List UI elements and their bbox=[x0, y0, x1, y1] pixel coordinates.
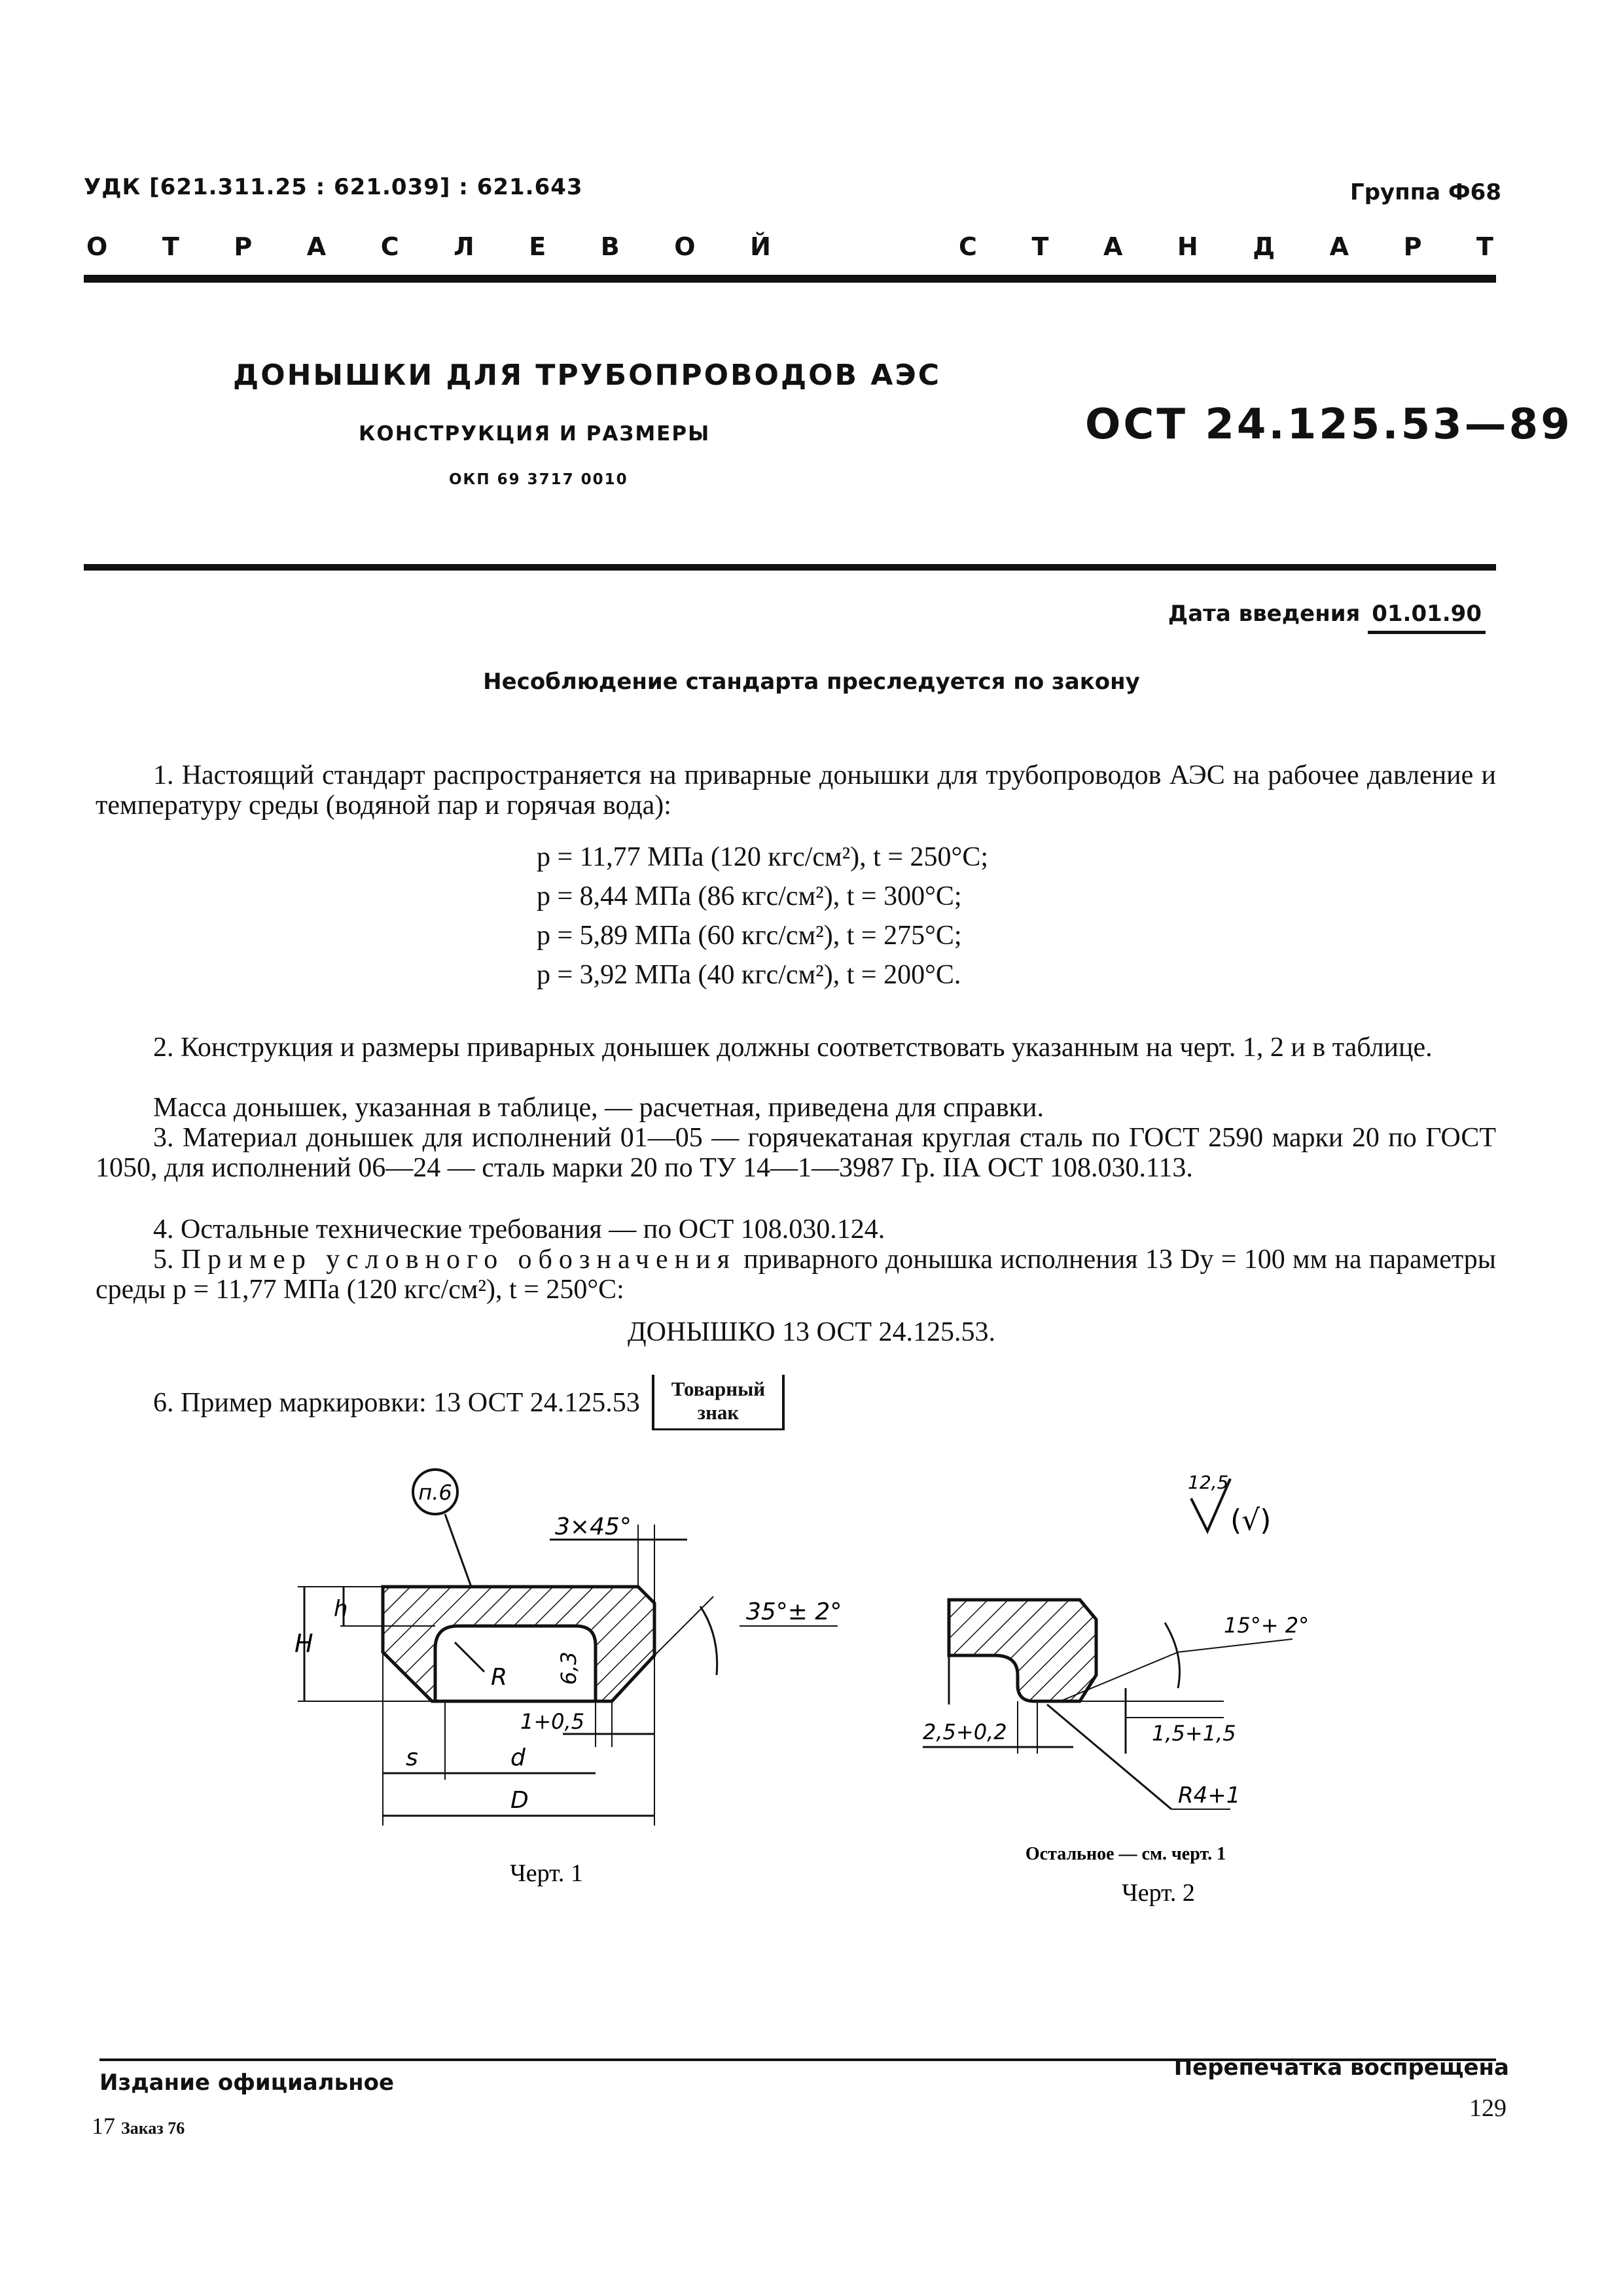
formula-line: p = 3,92 МПа (40 кгс/см²), t = 200°С. bbox=[537, 960, 961, 990]
roughness-value: 12,5 bbox=[1188, 1472, 1229, 1493]
angle-arc bbox=[1165, 1623, 1180, 1688]
paragraph-3: 3. Материал донышек для исполнений 01—05 — горячекатаная круглая сталь по ГОСТ 2590 марки 20 по ГОСТ 1050, для исполнений 06—24 — сталь марки 20 по ТУ 14—1—3987 Гр. IIА ОСТ 108.030.113. bbox=[96, 1123, 1496, 1183]
banner-letter: Т bbox=[162, 232, 179, 261]
banner-letter: А bbox=[1329, 232, 1349, 261]
paragraph-5-rest: приварного донышка исполнения 13 Dу = 100 мм на параметры среды p = 11,77 МПа (120 кгс/см²), t = 250°С: bbox=[96, 1245, 1496, 1305]
dim-15-label: 1,5+1,5 bbox=[1152, 1721, 1236, 1746]
top-rule bbox=[84, 275, 1496, 283]
banner-letter: Н bbox=[1177, 232, 1198, 261]
banner-letter: Л bbox=[454, 232, 474, 261]
dim-25-label: 2,5+0,2 bbox=[923, 1720, 1007, 1744]
chamfer-label: 3×45° bbox=[555, 1513, 632, 1540]
banner-letter: Р bbox=[1403, 232, 1422, 261]
banner-letter: Т bbox=[1476, 232, 1493, 261]
paragraph-4: 4. Остальные технические требования — по ОСТ 108.030.124. bbox=[153, 1214, 885, 1245]
drawing-1-caption: Черт. 1 bbox=[510, 1860, 583, 1887]
trademark-box bbox=[652, 1375, 785, 1430]
order-number: 17 bbox=[92, 2113, 115, 2139]
drawing-2-note: Остальное — см. черт. 1 bbox=[1025, 1844, 1226, 1864]
drawing-2 bbox=[923, 1472, 1309, 1907]
angle-leader bbox=[1178, 1639, 1293, 1652]
dim-s-label: s bbox=[406, 1744, 418, 1771]
udk-code: УДК [621.311.25 : 621.039] : 621.643 bbox=[84, 174, 583, 200]
drawing-1 bbox=[294, 1470, 842, 1887]
paragraph-2b: Масса донышек, указанная в таблице, — расчетная, приведена для справки. bbox=[153, 1093, 1044, 1123]
callout-leader bbox=[445, 1514, 471, 1587]
paragraph-1: 1. Настоящий стандарт распространяется на приварные донышки для трубопроводов АЭС на рабочее давление и температуру среды (водяной пар и горячая вода): bbox=[96, 760, 1496, 821]
formula-line: p = 11,77 МПа (120 кгс/см²), t = 250°С; bbox=[537, 842, 989, 872]
banner-letter: Р bbox=[234, 232, 253, 261]
standard-designation: ОСТ 24.125.53—89 bbox=[1085, 400, 1573, 449]
paragraph-5-spaced: Пример условного обозначения bbox=[181, 1245, 736, 1275]
angle-label: 15°+ 2° bbox=[1224, 1613, 1310, 1638]
banner-letter: С bbox=[959, 232, 977, 261]
dim-tol-label: 1+0,5 bbox=[520, 1709, 585, 1734]
example-designation: ДОНЫШКО 13 ОСТ 24.125.53. bbox=[627, 1317, 996, 1347]
angle-label: 35°± 2° bbox=[746, 1598, 842, 1625]
banner-letter: А bbox=[306, 232, 327, 261]
banner-letter: Т bbox=[1031, 232, 1049, 261]
angle-arc bbox=[700, 1606, 717, 1675]
marking-example-text: 6. Пример маркировки: 13 ОСТ 24.125.53 bbox=[153, 1387, 640, 1418]
intro-date bbox=[1168, 601, 1486, 627]
dim-D-label: D bbox=[510, 1787, 529, 1814]
formula-line: p = 5,89 МПа (60 кгс/см²), t = 275°С; bbox=[537, 921, 962, 951]
radius-leader bbox=[1047, 1704, 1171, 1809]
banner-letter: С bbox=[380, 232, 399, 261]
roughness-rest: (√) bbox=[1230, 1504, 1272, 1537]
dim-h-label: h bbox=[334, 1596, 348, 1622]
radius-label: R bbox=[491, 1664, 508, 1691]
document-title: ДОНЫШКИ ДЛЯ ТРУБОПРОВОДОВ АЭС bbox=[233, 359, 942, 392]
formula-list bbox=[537, 838, 988, 995]
radius-label: R4+1 bbox=[1178, 1782, 1241, 1809]
marking-example bbox=[153, 1375, 785, 1430]
order-label: Заказ 76 bbox=[121, 2119, 185, 2138]
technical-drawings bbox=[0, 1426, 1623, 1924]
group-code: Группа Ф68 bbox=[1350, 179, 1501, 205]
angle-ext bbox=[654, 1597, 713, 1655]
okp-code: ОКП 69 3717 0010 bbox=[449, 471, 628, 488]
trademark-line-2: знак bbox=[697, 1401, 740, 1424]
intro-date-value: 01.01.90 bbox=[1368, 601, 1486, 634]
callout-label: п.6 bbox=[418, 1480, 452, 1505]
paragraph-2: 2. Конструкция и размеры приварных донышек должны соответствовать указанным на черт. 1, 2 и в таблице. bbox=[153, 1033, 1433, 1063]
banner-letter: О bbox=[86, 232, 108, 261]
banner-letter: Д bbox=[1253, 232, 1275, 261]
law-notice: Несоблюдение стандарта преследуется по закону bbox=[483, 669, 1140, 695]
banner-letter: А bbox=[1103, 232, 1123, 261]
banner-letter: Е bbox=[529, 232, 546, 261]
drawing-2-caption: Черт. 2 bbox=[1122, 1879, 1195, 1907]
banner-letter: Й bbox=[750, 232, 771, 261]
weld-edge-section bbox=[949, 1600, 1096, 1701]
formula-line: p = 8,44 МПа (86 кгс/см²), t = 300°С; bbox=[537, 881, 962, 911]
banner-gap bbox=[826, 232, 904, 261]
page-number: 129 bbox=[1469, 2094, 1507, 2122]
trademark-line-1: Товарный bbox=[671, 1377, 766, 1400]
intro-date-label: Дата введения bbox=[1168, 601, 1361, 627]
official-edition: Издание официальное bbox=[99, 2070, 395, 2096]
reprint-notice: Перепечатка воспрещена bbox=[1173, 2055, 1509, 2081]
dim-63-label: 6,3 bbox=[556, 1651, 581, 1685]
order-info bbox=[92, 2112, 185, 2140]
document-subtitle: КОНСТРУКЦИЯ И РАЗМЕРЫ bbox=[359, 422, 711, 446]
title-rule bbox=[84, 564, 1496, 571]
paragraph-5 bbox=[96, 1245, 1496, 1305]
paragraph-5-number: 5. bbox=[153, 1245, 181, 1275]
banner-letter: В bbox=[600, 232, 620, 261]
banner-letter: О bbox=[674, 232, 696, 261]
dim-d-label: d bbox=[510, 1744, 526, 1771]
dim-H-label: H bbox=[294, 1629, 313, 1658]
standard-type-banner bbox=[86, 232, 1493, 261]
